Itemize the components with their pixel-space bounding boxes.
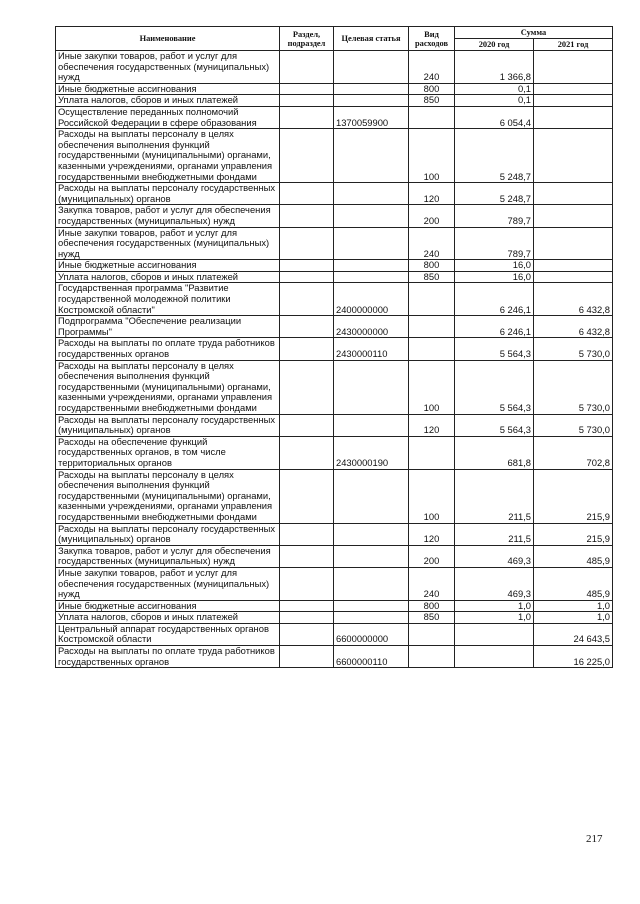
row-value-2021: [534, 260, 613, 272]
row-value-2021: 5 730,0: [534, 338, 613, 360]
row-name: Расходы на выплаты персоналу в целях обеспечения выполнения функций государственными (муниципальными) органами, казенными учреждениями, органами управления государственными внебюджетными фондами: [56, 129, 280, 183]
row-section: [280, 183, 334, 205]
table-row: [56, 545, 613, 567]
row-value-2020: 0,1: [455, 95, 534, 107]
row-target: 2430000000: [334, 316, 409, 338]
row-value-2021: 485,9: [534, 545, 613, 567]
row-value-2021: [534, 227, 613, 260]
row-value-2020: 789,7: [455, 205, 534, 227]
row-section: [280, 129, 334, 183]
table-row: [56, 567, 613, 600]
table-row: [56, 129, 613, 183]
row-section: [280, 600, 334, 612]
row-value-2020: 6 054,4: [455, 106, 534, 128]
header-name: Наименование: [56, 27, 280, 51]
row-name: Расходы на обеспечение функций государственных органов, в том числе территориальных органов: [56, 436, 280, 469]
row-value-2020: 16,0: [455, 260, 534, 272]
row-target: 2430000110: [334, 338, 409, 360]
row-value-2020: 1,0: [455, 600, 534, 612]
row-type: [409, 338, 455, 360]
row-value-2020: 0,1: [455, 83, 534, 95]
row-value-2021: [534, 95, 613, 107]
row-value-2021: [534, 51, 613, 84]
row-type: [409, 436, 455, 469]
row-value-2020: 6 246,1: [455, 316, 534, 338]
page-number: 217: [586, 833, 603, 845]
row-value-2020: 789,7: [455, 227, 534, 260]
row-type: [409, 106, 455, 128]
row-value-2021: [534, 205, 613, 227]
row-section: [280, 260, 334, 272]
table-row: [56, 205, 613, 227]
row-type: 800: [409, 260, 455, 272]
row-value-2021: [534, 106, 613, 128]
header-section: Раздел, подраздел: [280, 27, 334, 51]
row-value-2020: 5 248,7: [455, 129, 534, 183]
row-target: [334, 95, 409, 107]
row-target: 6600000000: [334, 623, 409, 645]
table-row: [56, 623, 613, 645]
row-name: Подпрограмма "Обеспечение реализации Программы": [56, 316, 280, 338]
table-row: [56, 523, 613, 545]
row-type: 120: [409, 183, 455, 205]
budget-table: [55, 26, 613, 668]
row-value-2021: 16 225,0: [534, 646, 613, 668]
row-type: 100: [409, 360, 455, 414]
row-target: [334, 414, 409, 436]
row-target: [334, 600, 409, 612]
table-row: [56, 469, 613, 523]
table-row: [56, 316, 613, 338]
row-type: 850: [409, 612, 455, 624]
row-target: [334, 183, 409, 205]
row-name: Государственная программа "Развитие государственной молодежной политики Костромской области": [56, 283, 280, 316]
row-name: Осуществление переданных полномочий Российской Федерации в сфере образования: [56, 106, 280, 128]
row-name: Иные бюджетные ассигнования: [56, 83, 280, 95]
row-type: [409, 623, 455, 645]
row-value-2021: [534, 183, 613, 205]
row-section: [280, 83, 334, 95]
row-value-2020: 211,5: [455, 523, 534, 545]
row-value-2020: 681,8: [455, 436, 534, 469]
row-section: [280, 271, 334, 283]
header-type: Вид расходов: [409, 27, 455, 51]
row-target: [334, 227, 409, 260]
row-value-2021: 5 730,0: [534, 360, 613, 414]
row-value-2020: 16,0: [455, 271, 534, 283]
row-target: [334, 205, 409, 227]
row-type: 200: [409, 545, 455, 567]
row-name: Расходы на выплаты персоналу государственных (муниципальных) органов: [56, 523, 280, 545]
row-value-2020: 5 564,3: [455, 338, 534, 360]
table-body: [56, 51, 613, 668]
row-section: [280, 51, 334, 84]
table-row: [56, 227, 613, 260]
row-value-2021: 1,0: [534, 600, 613, 612]
header-sum: Сумма: [455, 27, 613, 39]
row-value-2020: [455, 623, 534, 645]
table-row: [56, 338, 613, 360]
row-section: [280, 612, 334, 624]
row-value-2021: [534, 129, 613, 183]
row-section: [280, 523, 334, 545]
row-section: [280, 95, 334, 107]
row-value-2021: 6 432,8: [534, 283, 613, 316]
row-value-2020: 211,5: [455, 469, 534, 523]
row-value-2020: 1,0: [455, 612, 534, 624]
row-section: [280, 316, 334, 338]
row-section: [280, 623, 334, 645]
table-row: [56, 83, 613, 95]
row-section: [280, 567, 334, 600]
row-value-2020: 469,3: [455, 545, 534, 567]
row-target: [334, 129, 409, 183]
row-target: [334, 612, 409, 624]
table-row: [56, 360, 613, 414]
row-section: [280, 469, 334, 523]
row-name: Расходы на выплаты персоналу государственных (муниципальных) органов: [56, 183, 280, 205]
row-name: Иные бюджетные ассигнования: [56, 600, 280, 612]
row-value-2020: [455, 646, 534, 668]
row-section: [280, 436, 334, 469]
row-section: [280, 227, 334, 260]
header-year-2020: 2020 год: [455, 39, 534, 51]
row-type: [409, 283, 455, 316]
row-name: Иные закупки товаров, работ и услуг для обеспечения государственных (муниципальных) нужд: [56, 567, 280, 600]
row-type: 200: [409, 205, 455, 227]
table-row: [56, 95, 613, 107]
header-year-2021: 2021 год: [534, 39, 613, 51]
row-target: 2430000190: [334, 436, 409, 469]
table-row: [56, 51, 613, 84]
row-target: 6600000110: [334, 646, 409, 668]
row-name: Расходы на выплаты персоналу в целях обеспечения выполнения функций государственными (муниципальными) органами, казенными учреждениями, органами управления государственными внебюджетными фондами: [56, 469, 280, 523]
row-name: Закупка товаров, работ и услуг для обеспечения государственных (муниципальных) нужд: [56, 545, 280, 567]
table-row: [56, 436, 613, 469]
row-value-2020: 1 366,8: [455, 51, 534, 84]
row-target: [334, 51, 409, 84]
row-section: [280, 360, 334, 414]
row-target: [334, 260, 409, 272]
row-value-2021: 215,9: [534, 523, 613, 545]
row-target: [334, 567, 409, 600]
row-type: 100: [409, 129, 455, 183]
row-type: 850: [409, 95, 455, 107]
row-type: 800: [409, 83, 455, 95]
row-type: [409, 316, 455, 338]
row-value-2021: 24 643,5: [534, 623, 613, 645]
row-target: [334, 360, 409, 414]
row-name: Расходы на выплаты персоналу государственных (муниципальных) органов: [56, 414, 280, 436]
row-name: Иные закупки товаров, работ и услуг для обеспечения государственных (муниципальных) нужд: [56, 51, 280, 84]
row-section: [280, 414, 334, 436]
row-target: [334, 545, 409, 567]
row-type: 240: [409, 51, 455, 84]
row-value-2021: 215,9: [534, 469, 613, 523]
row-name: Центральный аппарат государственных органов Костромской области: [56, 623, 280, 645]
row-target: [334, 469, 409, 523]
row-value-2021: [534, 83, 613, 95]
table-row: [56, 106, 613, 128]
table-row: [56, 646, 613, 668]
row-section: [280, 338, 334, 360]
row-section: [280, 205, 334, 227]
row-value-2020: 5 564,3: [455, 414, 534, 436]
row-type: 120: [409, 414, 455, 436]
row-type: 800: [409, 600, 455, 612]
table-row: [56, 414, 613, 436]
row-target: 2400000000: [334, 283, 409, 316]
row-value-2021: 485,9: [534, 567, 613, 600]
row-value-2020: 469,3: [455, 567, 534, 600]
row-name: Расходы на выплаты по оплате труда работников государственных органов: [56, 646, 280, 668]
header-target: Целевая статья: [334, 27, 409, 51]
row-name: Уплата налогов, сборов и иных платежей: [56, 271, 280, 283]
row-name: Расходы на выплаты по оплате труда работников государственных органов: [56, 338, 280, 360]
row-section: [280, 646, 334, 668]
table-row: [56, 271, 613, 283]
row-value-2021: 6 432,8: [534, 316, 613, 338]
table-row: [56, 283, 613, 316]
row-type: 100: [409, 469, 455, 523]
row-target: 1370059900: [334, 106, 409, 128]
row-name: Иные закупки товаров, работ и услуг для обеспечения государственных (муниципальных) нужд: [56, 227, 280, 260]
row-value-2020: 6 246,1: [455, 283, 534, 316]
row-target: [334, 271, 409, 283]
row-section: [280, 283, 334, 316]
row-type: 120: [409, 523, 455, 545]
table-row: [56, 600, 613, 612]
table-row: [56, 260, 613, 272]
row-value-2021: 5 730,0: [534, 414, 613, 436]
row-type: 240: [409, 567, 455, 600]
row-name: Уплата налогов, сборов и иных платежей: [56, 612, 280, 624]
row-value-2021: [534, 271, 613, 283]
row-target: [334, 523, 409, 545]
table-row: [56, 612, 613, 624]
row-name: Закупка товаров, работ и услуг для обеспечения государственных (муниципальных) нужд: [56, 205, 280, 227]
row-value-2020: 5 248,7: [455, 183, 534, 205]
table-row: [56, 183, 613, 205]
row-target: [334, 83, 409, 95]
row-name: Расходы на выплаты персоналу в целях обеспечения выполнения функций государственными (муниципальными) органами, казенными учреждениями, органами управления государственными внебюджетными фондами: [56, 360, 280, 414]
row-type: 240: [409, 227, 455, 260]
row-name: Иные бюджетные ассигнования: [56, 260, 280, 272]
row-section: [280, 545, 334, 567]
row-type: [409, 646, 455, 668]
row-value-2020: 5 564,3: [455, 360, 534, 414]
row-type: 850: [409, 271, 455, 283]
row-section: [280, 106, 334, 128]
row-value-2021: 702,8: [534, 436, 613, 469]
row-name: Уплата налогов, сборов и иных платежей: [56, 95, 280, 107]
row-value-2021: 1,0: [534, 612, 613, 624]
